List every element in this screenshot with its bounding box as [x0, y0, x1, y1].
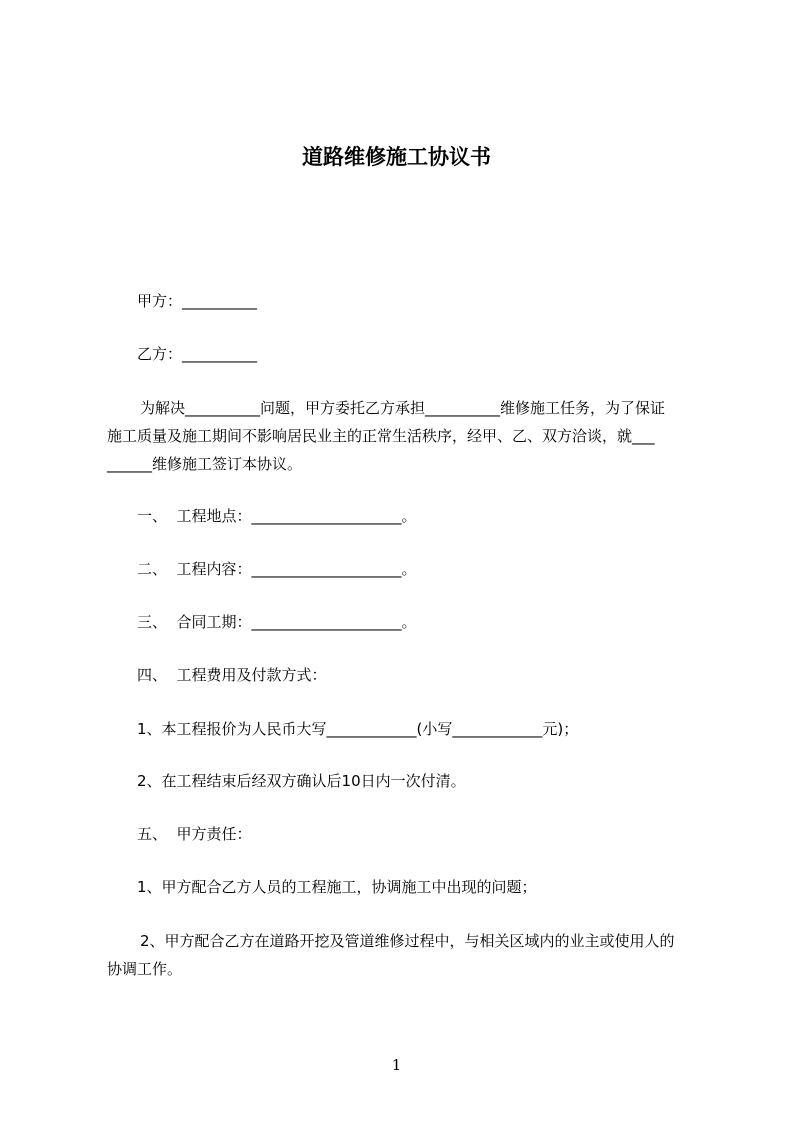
section-5-item-1: 1、甲方配合乙方人员的工程施工，协调施工中出现的问题；	[137, 878, 537, 896]
page-number: 1	[391, 1056, 402, 1074]
intro-line-2: 施工质量及施工期间不影响居民业主的正常生活秩序，经甲、乙、双方洽谈，就___	[107, 427, 655, 445]
section-5-heading: 五、 甲方责任：	[137, 825, 252, 843]
section-1-location: 一、 工程地点：____________________。	[137, 507, 417, 525]
section-4-item-2: 2、在工程结束后经双方确认后10日内一次付清。	[137, 772, 466, 790]
section-5-item-2-line-2: 协调工作。	[107, 960, 183, 978]
intro-line-1: 为解决__________问题，甲方委托乙方承担__________维修施工任务，为了保证	[140, 399, 666, 417]
section-2-content: 二、 工程内容：____________________。	[137, 560, 417, 578]
party-b-line: 乙方：__________	[137, 345, 258, 363]
party-a-line: 甲方：__________	[137, 292, 258, 310]
section-3-duration: 三、 合同工期：____________________。	[137, 613, 417, 631]
section-4-item-1: 1、本工程报价为人民币大写____________(小写____________元)；	[137, 720, 579, 738]
section-4-payment-heading: 四、 工程费用及付款方式：	[137, 666, 327, 684]
section-5-item-2-line-1: 2、甲方配合乙方在道路开挖及管道维修过程中，与相关区域内的业主或使用人的	[140, 932, 675, 950]
document-title: 道路维修施工协议书	[302, 145, 491, 169]
intro-line-3: ______维修施工签订本协议。	[107, 455, 303, 473]
